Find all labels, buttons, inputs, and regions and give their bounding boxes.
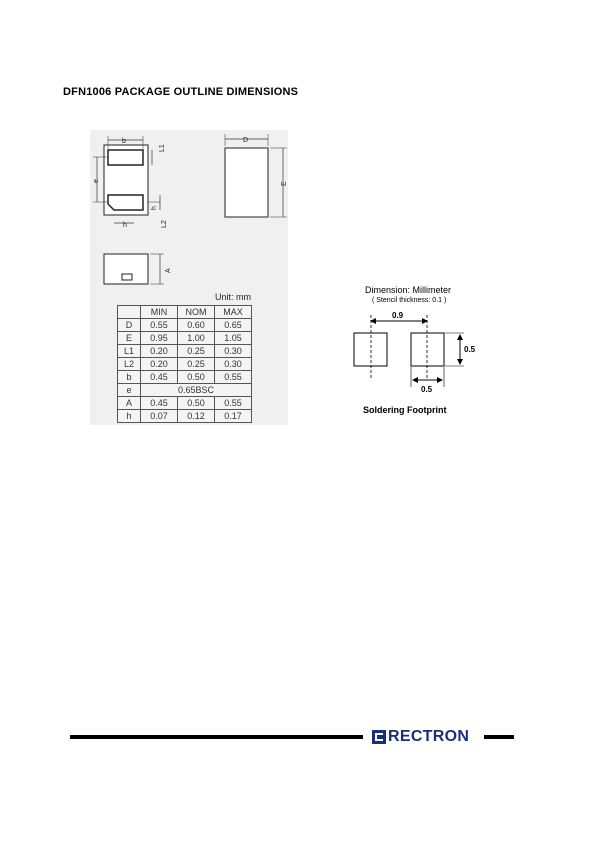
table-row — [118, 410, 252, 423]
h-label-horizontal: h — [123, 222, 127, 229]
footer-rule-left — [70, 735, 363, 739]
b-label: b — [122, 138, 126, 145]
header-nom: NOM — [178, 306, 215, 319]
left-pad — [354, 333, 387, 366]
row-max: 0.30 — [215, 358, 252, 371]
row-nom: 0.60 — [178, 319, 215, 332]
pitch-value: 0.9 — [392, 311, 404, 320]
row-min: 0.07 — [141, 410, 178, 423]
front-view-pad — [122, 274, 132, 280]
row-max: 0.30 — [215, 345, 252, 358]
row-symbol: h — [118, 410, 141, 423]
dimension-table — [117, 305, 252, 423]
row-min: 0.55 — [141, 319, 178, 332]
side-view-body — [225, 148, 268, 217]
row-symbol: E — [118, 332, 141, 345]
bottom-pad — [108, 195, 143, 210]
page-title: DFN1006 PACKAGE OUTLINE DIMENSIONS — [63, 86, 299, 98]
row-nom: 0.25 — [178, 358, 215, 371]
header-symbol — [118, 306, 141, 319]
row-min: 0.20 — [141, 358, 178, 371]
footprint-caption: Soldering Footprint — [363, 405, 447, 415]
row-max: 0.17 — [215, 410, 252, 423]
table-row — [118, 319, 252, 332]
h-label-vertical: h — [151, 206, 158, 210]
row-nom: 0.50 — [178, 371, 215, 384]
row-symbol: L2 — [118, 358, 141, 371]
header-max: MAX — [215, 306, 252, 319]
table-row — [118, 397, 252, 410]
rectron-wordmark: RECTRON — [388, 728, 470, 745]
row-nom: 0.50 — [178, 397, 215, 410]
row-nom: 0.12 — [178, 410, 215, 423]
row-max: 1.05 — [215, 332, 252, 345]
unit-label: Unit: mm — [215, 292, 251, 302]
d-label: D — [243, 137, 249, 144]
row-symbol: D — [118, 319, 141, 332]
table-row — [118, 332, 252, 345]
row-max: 0.65 — [215, 319, 252, 332]
table-row — [118, 345, 252, 358]
row-symbol: e — [118, 384, 141, 397]
table-row — [118, 384, 252, 397]
row-symbol: A — [118, 397, 141, 410]
footprint-drawing — [340, 305, 490, 405]
header-min: MIN — [141, 306, 178, 319]
row-min: 0.45 — [141, 397, 178, 410]
l2-label: L2 — [161, 220, 168, 228]
pad-width-value: 0.5 — [421, 385, 433, 394]
row-min: 0.45 — [141, 371, 178, 384]
footer-rule-right — [484, 735, 514, 739]
row-nom: 1.00 — [178, 332, 215, 345]
top-pad — [108, 150, 143, 165]
a-label: A — [165, 268, 172, 273]
right-pad — [411, 333, 444, 366]
footprint-subtitle: ( Stencil thickness: 0.1 ) — [372, 297, 447, 304]
l1-label: L1 — [159, 144, 166, 152]
row-nom: 0.25 — [178, 345, 215, 358]
rectron-logo-icon — [372, 730, 386, 744]
table-header-row — [118, 306, 252, 319]
rectron-logo — [372, 727, 469, 747]
table-row — [118, 358, 252, 371]
row-min: 0.20 — [141, 345, 178, 358]
row-symbol: L1 — [118, 345, 141, 358]
e-label: e — [93, 179, 100, 183]
table-row — [118, 371, 252, 384]
row-symbol: b — [118, 371, 141, 384]
e-height-label: E — [281, 181, 288, 186]
footprint-title: Dimension: Millimeter — [365, 285, 452, 295]
row-min: 0.95 — [141, 332, 178, 345]
row-max: 0.55 — [215, 371, 252, 384]
row-max: 0.55 — [215, 397, 252, 410]
pad-height-value: 0.5 — [464, 345, 476, 354]
row-bsc-value: 0.65BSC — [141, 384, 252, 397]
